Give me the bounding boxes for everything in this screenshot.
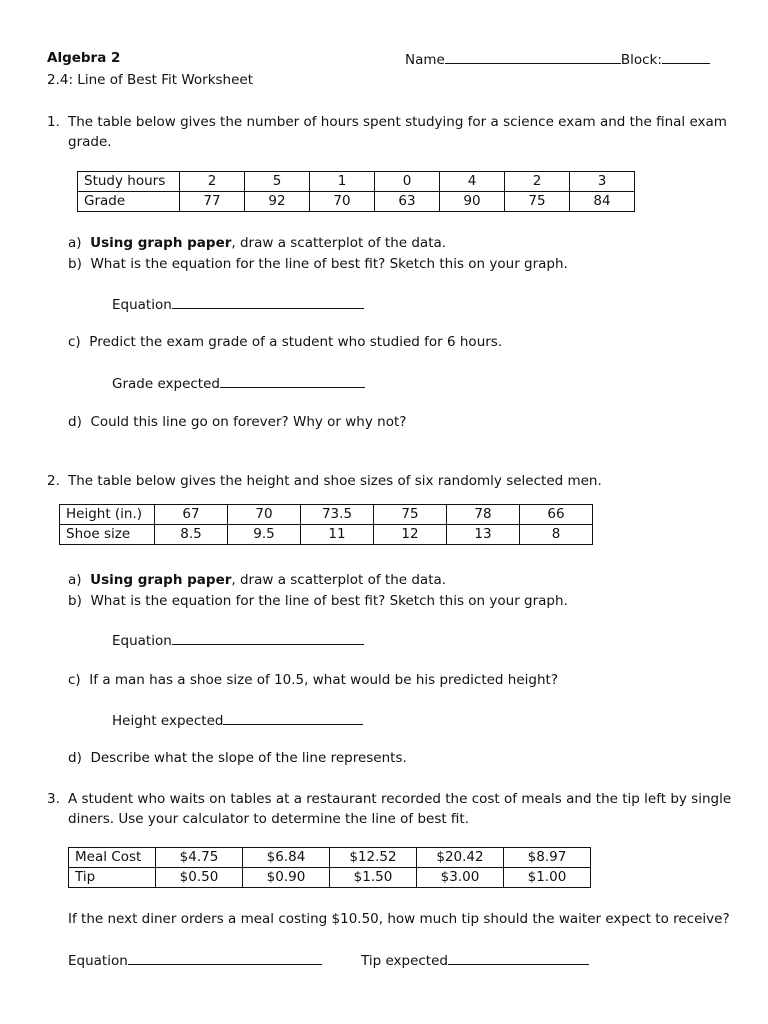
table-cell: $1.00 [504,868,591,888]
q3-text-line1: A student who waits on tables at a restaurant recorded the cost of meals and the tip left by single [68,791,732,807]
table-cell: 2 [180,172,245,192]
name-label: Name [405,52,445,68]
table-cell: 92 [245,192,310,212]
table-cell: 75 [505,192,570,212]
table-cell: 77 [180,192,245,212]
table-cell: 11 [301,525,374,545]
part-letter: a) [68,235,82,251]
table-cell: 8 [520,525,593,545]
q1-part-b [68,255,568,273]
table-cell: $8.97 [504,848,591,868]
q3-tip-answer [361,950,589,970]
name-blank[interactable] [445,49,621,64]
table-cell: 70 [310,192,375,212]
table-row [60,525,593,545]
part-letter: a) [68,572,82,588]
table-cell: $4.75 [156,848,243,868]
row-label: Study hours [78,172,180,192]
table-row [78,172,635,192]
tip-label: Tip expected [361,953,448,969]
part-a-text: , draw a scatterplot of the data. [231,572,447,588]
course-title: Algebra 2 [47,50,121,66]
table-row [69,868,591,888]
q2-height-answer [112,710,363,730]
table-cell: 70 [228,505,301,525]
tip-blank[interactable] [448,950,589,965]
row-label: Height (in.) [60,505,155,525]
table-cell: 0 [375,172,440,192]
q1-part-d [68,413,406,431]
q2-equation-answer [112,630,364,650]
equation-label: Equation [112,297,172,313]
table-row [69,848,591,868]
part-c-text: Predict the exam grade of a student who studied for 6 hours. [89,334,503,350]
equation-blank[interactable] [172,630,364,645]
part-c-text: If a man has a shoe size of 10.5, what would be his predicted height? [89,672,558,688]
worksheet-subtitle: 2.4: Line of Best Fit Worksheet [47,72,254,88]
q2-data-table [59,504,593,545]
part-d-text: Describe what the slope of the line represents. [90,750,407,766]
table-cell: 73.5 [301,505,374,525]
q1-number: 1. [47,114,60,130]
table-cell: 13 [447,525,520,545]
graph-paper-emphasis: Using graph paper [90,572,232,588]
q1-data-table [77,171,635,212]
table-cell: $1.50 [330,868,417,888]
part-letter: c) [68,672,81,688]
table-cell: 8.5 [155,525,228,545]
q1-part-c [68,333,502,351]
table-cell: 4 [440,172,505,192]
graph-paper-emphasis: Using graph paper [90,235,232,251]
table-cell: 84 [570,192,635,212]
row-label: Grade [78,192,180,212]
q1-text-line2: grade. [68,134,112,150]
part-letter: d) [68,414,82,430]
part-letter: d) [68,750,82,766]
block-blank[interactable] [662,49,710,64]
table-cell: 66 [520,505,593,525]
equation-label: Equation [112,633,172,649]
q1-grade-answer [112,373,365,393]
part-b-text: What is the equation for the line of best fit? Sketch this on your graph. [90,256,568,272]
height-blank[interactable] [223,710,363,725]
table-cell: $0.50 [156,868,243,888]
table-cell: 90 [440,192,505,212]
q2-number: 2. [47,473,60,489]
q3-number: 3. [47,791,60,807]
table-cell: $3.00 [417,868,504,888]
q1-text-line1: The table below gives the number of hours spent studying for a science exam and the final exam [68,114,727,130]
part-letter: c) [68,334,81,350]
part-d-text: Could this line go on forever? Why or why not? [90,414,407,430]
q2-part-d [68,749,407,767]
table-cell: $20.42 [417,848,504,868]
table-cell: 2 [505,172,570,192]
table-cell: 12 [374,525,447,545]
table-cell: 78 [447,505,520,525]
part-letter: b) [68,256,82,272]
q3-equation-answer [68,950,322,970]
part-a-text: , draw a scatterplot of the data. [231,235,447,251]
equation-label: Equation [68,953,128,969]
row-label: Tip [69,868,156,888]
table-row [60,505,593,525]
part-letter: b) [68,593,82,609]
equation-blank[interactable] [128,950,322,965]
table-cell: 5 [245,172,310,192]
grade-blank[interactable] [220,373,365,388]
row-label: Meal Cost [69,848,156,868]
table-cell: $0.90 [243,868,330,888]
table-cell: 9.5 [228,525,301,545]
q2-part-b [68,592,568,610]
block-label: Block: [620,52,662,68]
grade-label: Grade expected [112,376,220,392]
part-b-text: What is the equation for the line of best fit? Sketch this on your graph. [90,593,568,609]
table-cell: $6.84 [243,848,330,868]
q2-part-c [68,671,558,689]
name-block-line [405,49,710,69]
q2-text: The table below gives the height and shoe sizes of six randomly selected men. [68,473,602,489]
table-cell: $12.52 [330,848,417,868]
equation-blank[interactable] [172,294,364,309]
q2-part-a [68,571,446,589]
q3-question: If the next diner orders a meal costing $10.50, how much tip should the waiter expect to receive? [68,911,730,927]
table-cell: 75 [374,505,447,525]
q1-part-a [68,234,446,252]
q1-equation-answer [112,294,364,314]
table-cell: 1 [310,172,375,192]
table-cell: 3 [570,172,635,192]
row-label: Shoe size [60,525,155,545]
q3-data-table [68,847,591,888]
table-cell: 63 [375,192,440,212]
height-label: Height expected [112,713,224,729]
table-cell: 67 [155,505,228,525]
table-row [78,192,635,212]
q3-text-line2: diners. Use your calculator to determine the line of best fit. [68,811,470,827]
